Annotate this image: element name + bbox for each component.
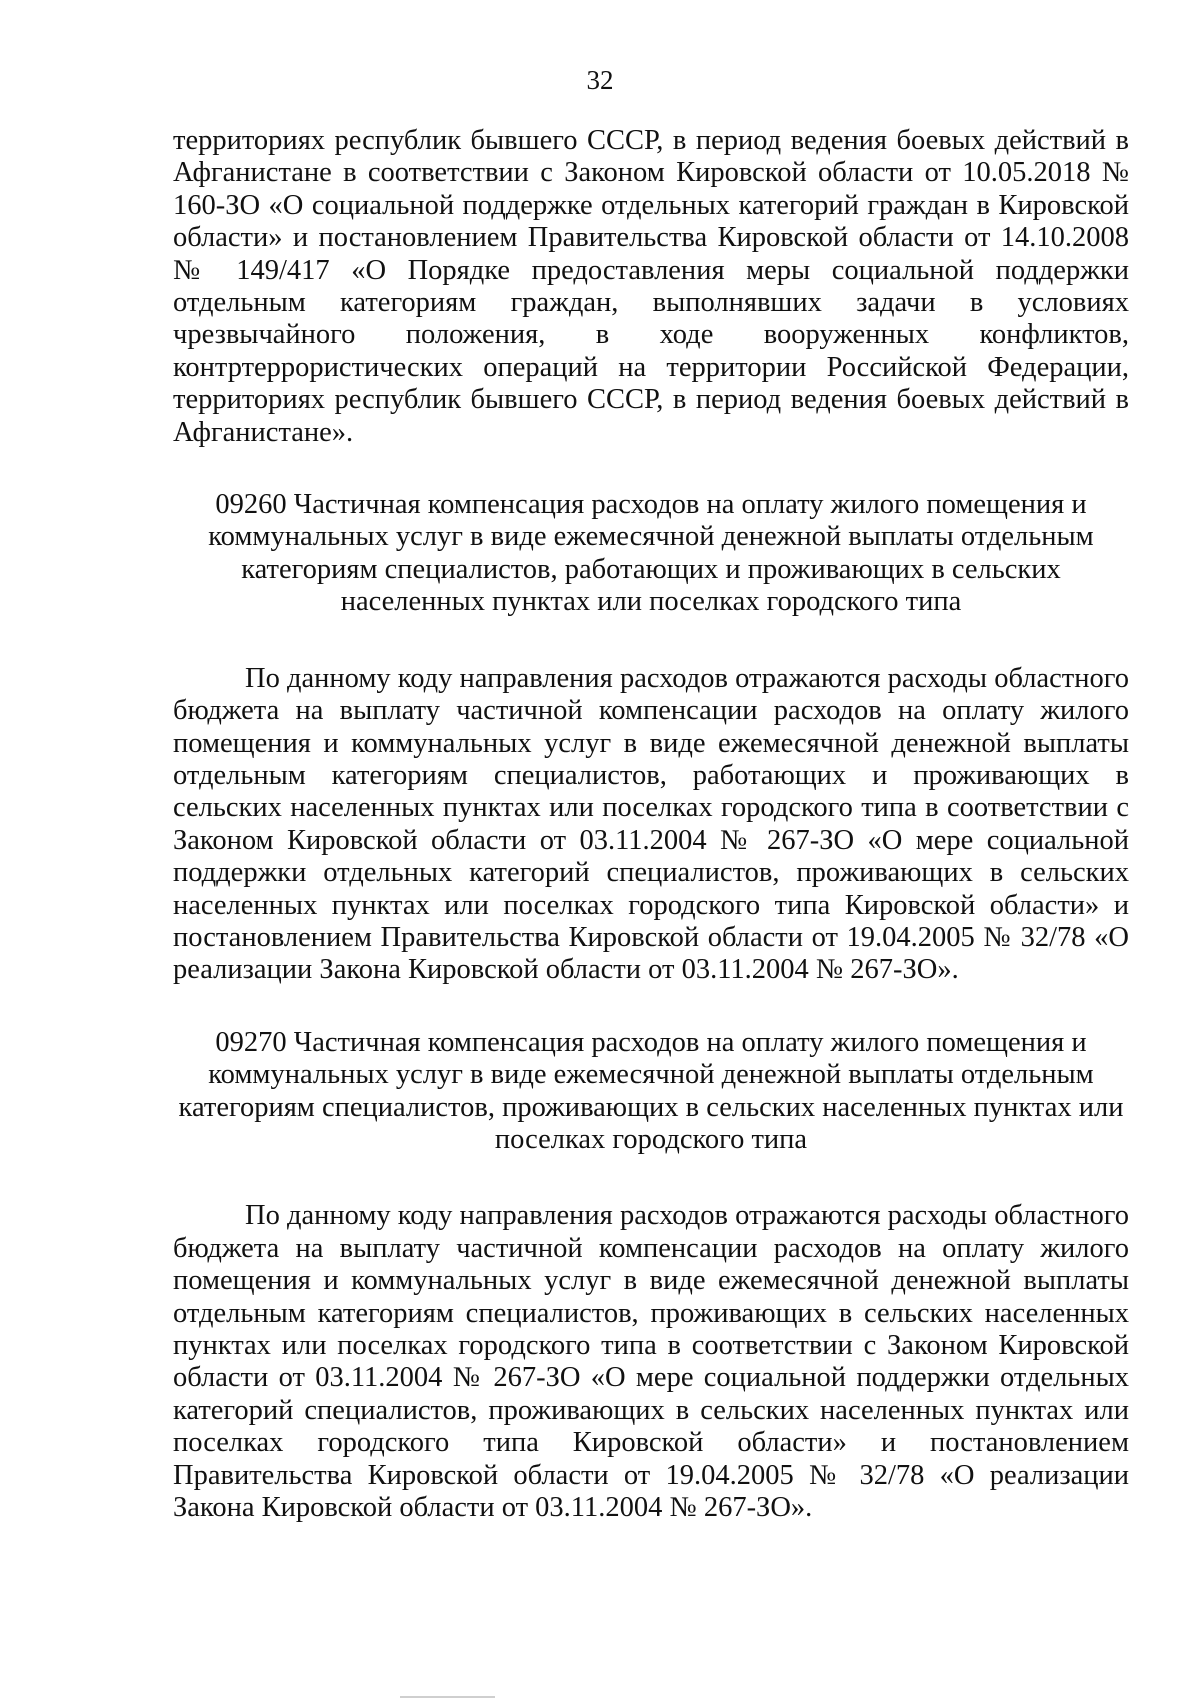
section-body-09270: По данному коду направления расходов отражаются расходы областного бюджета на выплату частичной компенсации расходов на оплату жилого помещения и коммунальных услуг в виде ежемесячной денежной выплаты отдельным категориям специалистов, проживающих в сельских населенных пунктах или поселках городского типа в соответствии с Законом Кировской области от 03.11.2004 № 267-ЗО «О мере социальной поддержки отдельных категорий специалистов, проживающих в сельских населенных пунктах или поселках городского типа Кировской области» и постановлением Правительства Кировской области от 19.04.2005 № 32/78 «О реализации Закона Кировской области от 03.11.2004 № 267-ЗО». bbox=[173, 1200, 1129, 1524]
page-body bbox=[173, 125, 1129, 1524]
section-body-09260: По данному коду направления расходов отражаются расходы областного бюджета на выплату частичной компенсации расходов на оплату жилого помещения и коммунальных услуг в виде ежемесячной денежной выплаты отдельным категориям специалистов, работающих и проживающих в сельских населенных пунктах или поселках городского типа в соответствии с Законом Кировской области от 03.11.2004 № 267-ЗО «О мере социальной поддержки отдельных категорий специалистов, проживающих в сельских населенных пунктах или поселках городского типа Кировской области» и постановлением Правительства Кировской области от 19.04.2005 № 32/78 «О реализации Закона Кировской области от 03.11.2004 № 267-ЗО». bbox=[173, 662, 1129, 986]
section-heading-09260: 09260 Частичная компенсация расходов на оплату жилого помещения и коммунальных услуг в виде ежемесячной денежной выплаты отдельным категориям специалистов, работающих и проживающих в сельских населенных пунктах или поселках городского типа bbox=[208, 489, 1094, 618]
section-heading-09270: 09270 Частичная компенсация расходов на оплату жилого помещения и коммунальных услуг в виде ежемесячной денежной выплаты отдельным категориям специалистов, проживающих в сельских населенных пунктах или поселках городского типа bbox=[178, 1026, 1124, 1155]
scan-artifact-line bbox=[400, 1696, 495, 1698]
continuation-paragraph: территориях республик бывшего СССР, в период ведения боевых действий в Афганистане в соответствии с Законом Кировской области от 10.05.2018 № 160-ЗО «О социальной поддержке отдельных категорий граждан в Кировской области» и постановлением Правительства Кировской области от 14.10.2008 № 149/417 «О Порядке предоставления меры социальной поддержки отдельным категориям граждан, выполнявших задачи в условиях чрезвычайного положения, в ходе вооруженных конфликтов, контртеррористических операций на территории Российской Федерации, территориях республик бывшего СССР, в период ведения боевых действий в Афганистане». bbox=[173, 125, 1129, 448]
page-number: 32 bbox=[586, 65, 614, 95]
